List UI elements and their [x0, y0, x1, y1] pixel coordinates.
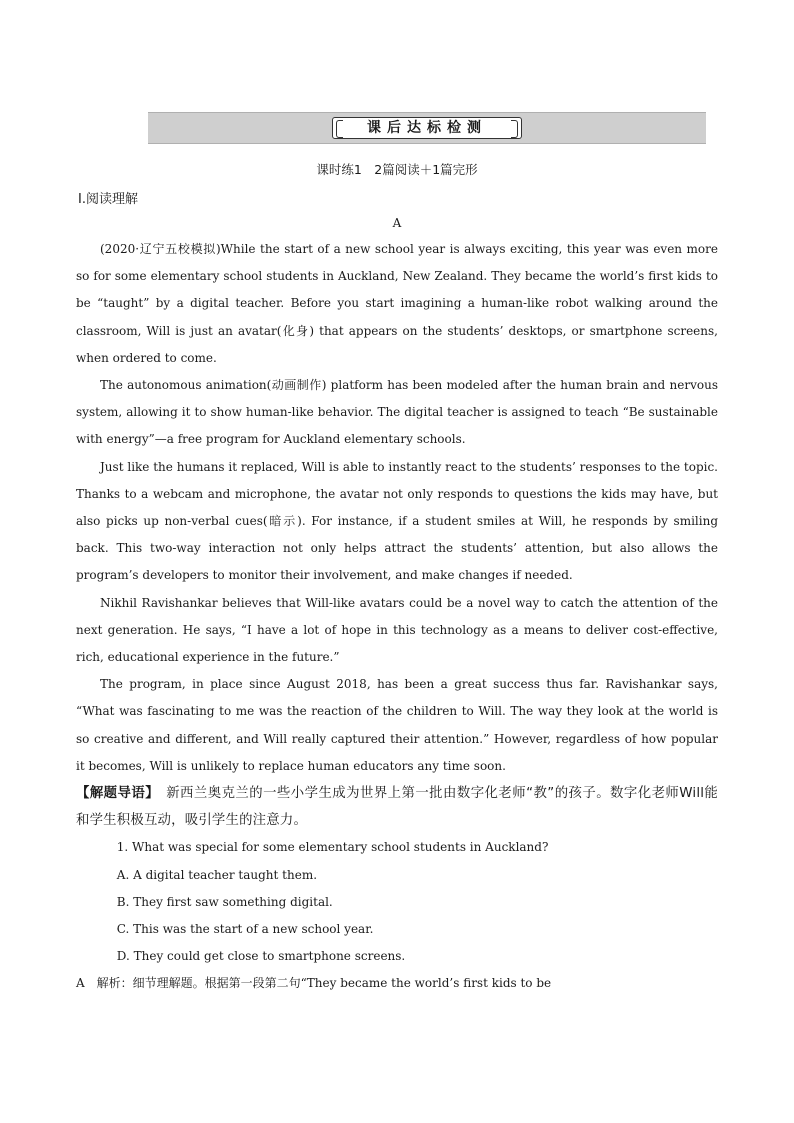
reading-guide	[76, 780, 718, 834]
guide-text: 新西兰奥克兰的一些小学生成为世界上第一批由数字化老师“教”的孩子。数字化老师Will能和学生积极互动，吸引学生的注意力。	[76, 786, 719, 829]
option-a: A. A digital teacher taught them.	[116, 867, 318, 882]
document-body	[76, 236, 718, 998]
option-d: D. They could get close to smartphone screens.	[116, 949, 406, 964]
question-stem: 1. What was special for some elementary school students in Auckland?	[116, 840, 549, 855]
passage-paragraph-1: (2020·辽宁五校模拟)While the start of a new school year is always exciting, this year was even more so for some elementary school students in Auckland, New Zealand. They became the world’s first kids to be “taught” by a digital teacher. Before you start imagining a human-like robot walking around the classroom, Will is just an avatar(化身) that appears on the students’ desktops, or smartphone screens, when ordered to come.	[76, 242, 718, 365]
passage-paragraph-5: The program, in place since August 2018, has been a great success thus far. Ravishankar says, “What was fascinating to me was the reaction of the children to Will. The way they look at the world is so creative and different, and Will really captured their attention.” However, regardless of how popular it becomes, Will is unlikely to replace human educators any time soon.	[76, 677, 718, 773]
answer-explanation: A 解析：细节理解题。根据第一段第二句“They became the world’s first kids to be	[76, 976, 552, 991]
guide-label: 【解题导语】	[76, 786, 153, 802]
passage-paragraph-4: Nikhil Ravishankar believes that Will-like avatars could be a novel way to catch the attention of the next generation. He says, “I have a lot of hope in this technology as a means to deliver cost-effective, rich, educational experience in the future.”	[76, 595, 718, 665]
option-c: C. This was the start of a new school year.	[116, 922, 374, 937]
section-banner	[148, 112, 706, 144]
passage-paragraph-3: Just like the humans it replaced, Will is able to instantly react to the students’ responses to the topic. Thanks to a webcam and microphone, the avatar not only responds to questions the kids may have, but also picks up non-verbal cues(暗示). For instance, if a student smiles at Will, he responds by smiling back. This two-way interaction not only helps attract the students’ attention, but also allows the program’s developers to monitor their involvement, and make changes if needed.	[76, 459, 718, 583]
passage-paragraph-2: The autonomous animation(动画制作) platform has been modeled after the human brain and nervous system, allowing it to show human-like behavior. The digital teacher is assigned to teach “Be sustainable with energy”—a free program for Auckland elementary schools.	[76, 378, 718, 447]
section-heading: Ⅰ.阅读理解	[78, 192, 138, 207]
passage-label: A	[392, 216, 402, 230]
banner-title: 课后达标检测	[332, 117, 522, 139]
lesson-subtitle: 课时练1 2篇阅读＋1篇完形	[316, 162, 478, 177]
option-b: B. They first saw something digital.	[116, 894, 333, 909]
